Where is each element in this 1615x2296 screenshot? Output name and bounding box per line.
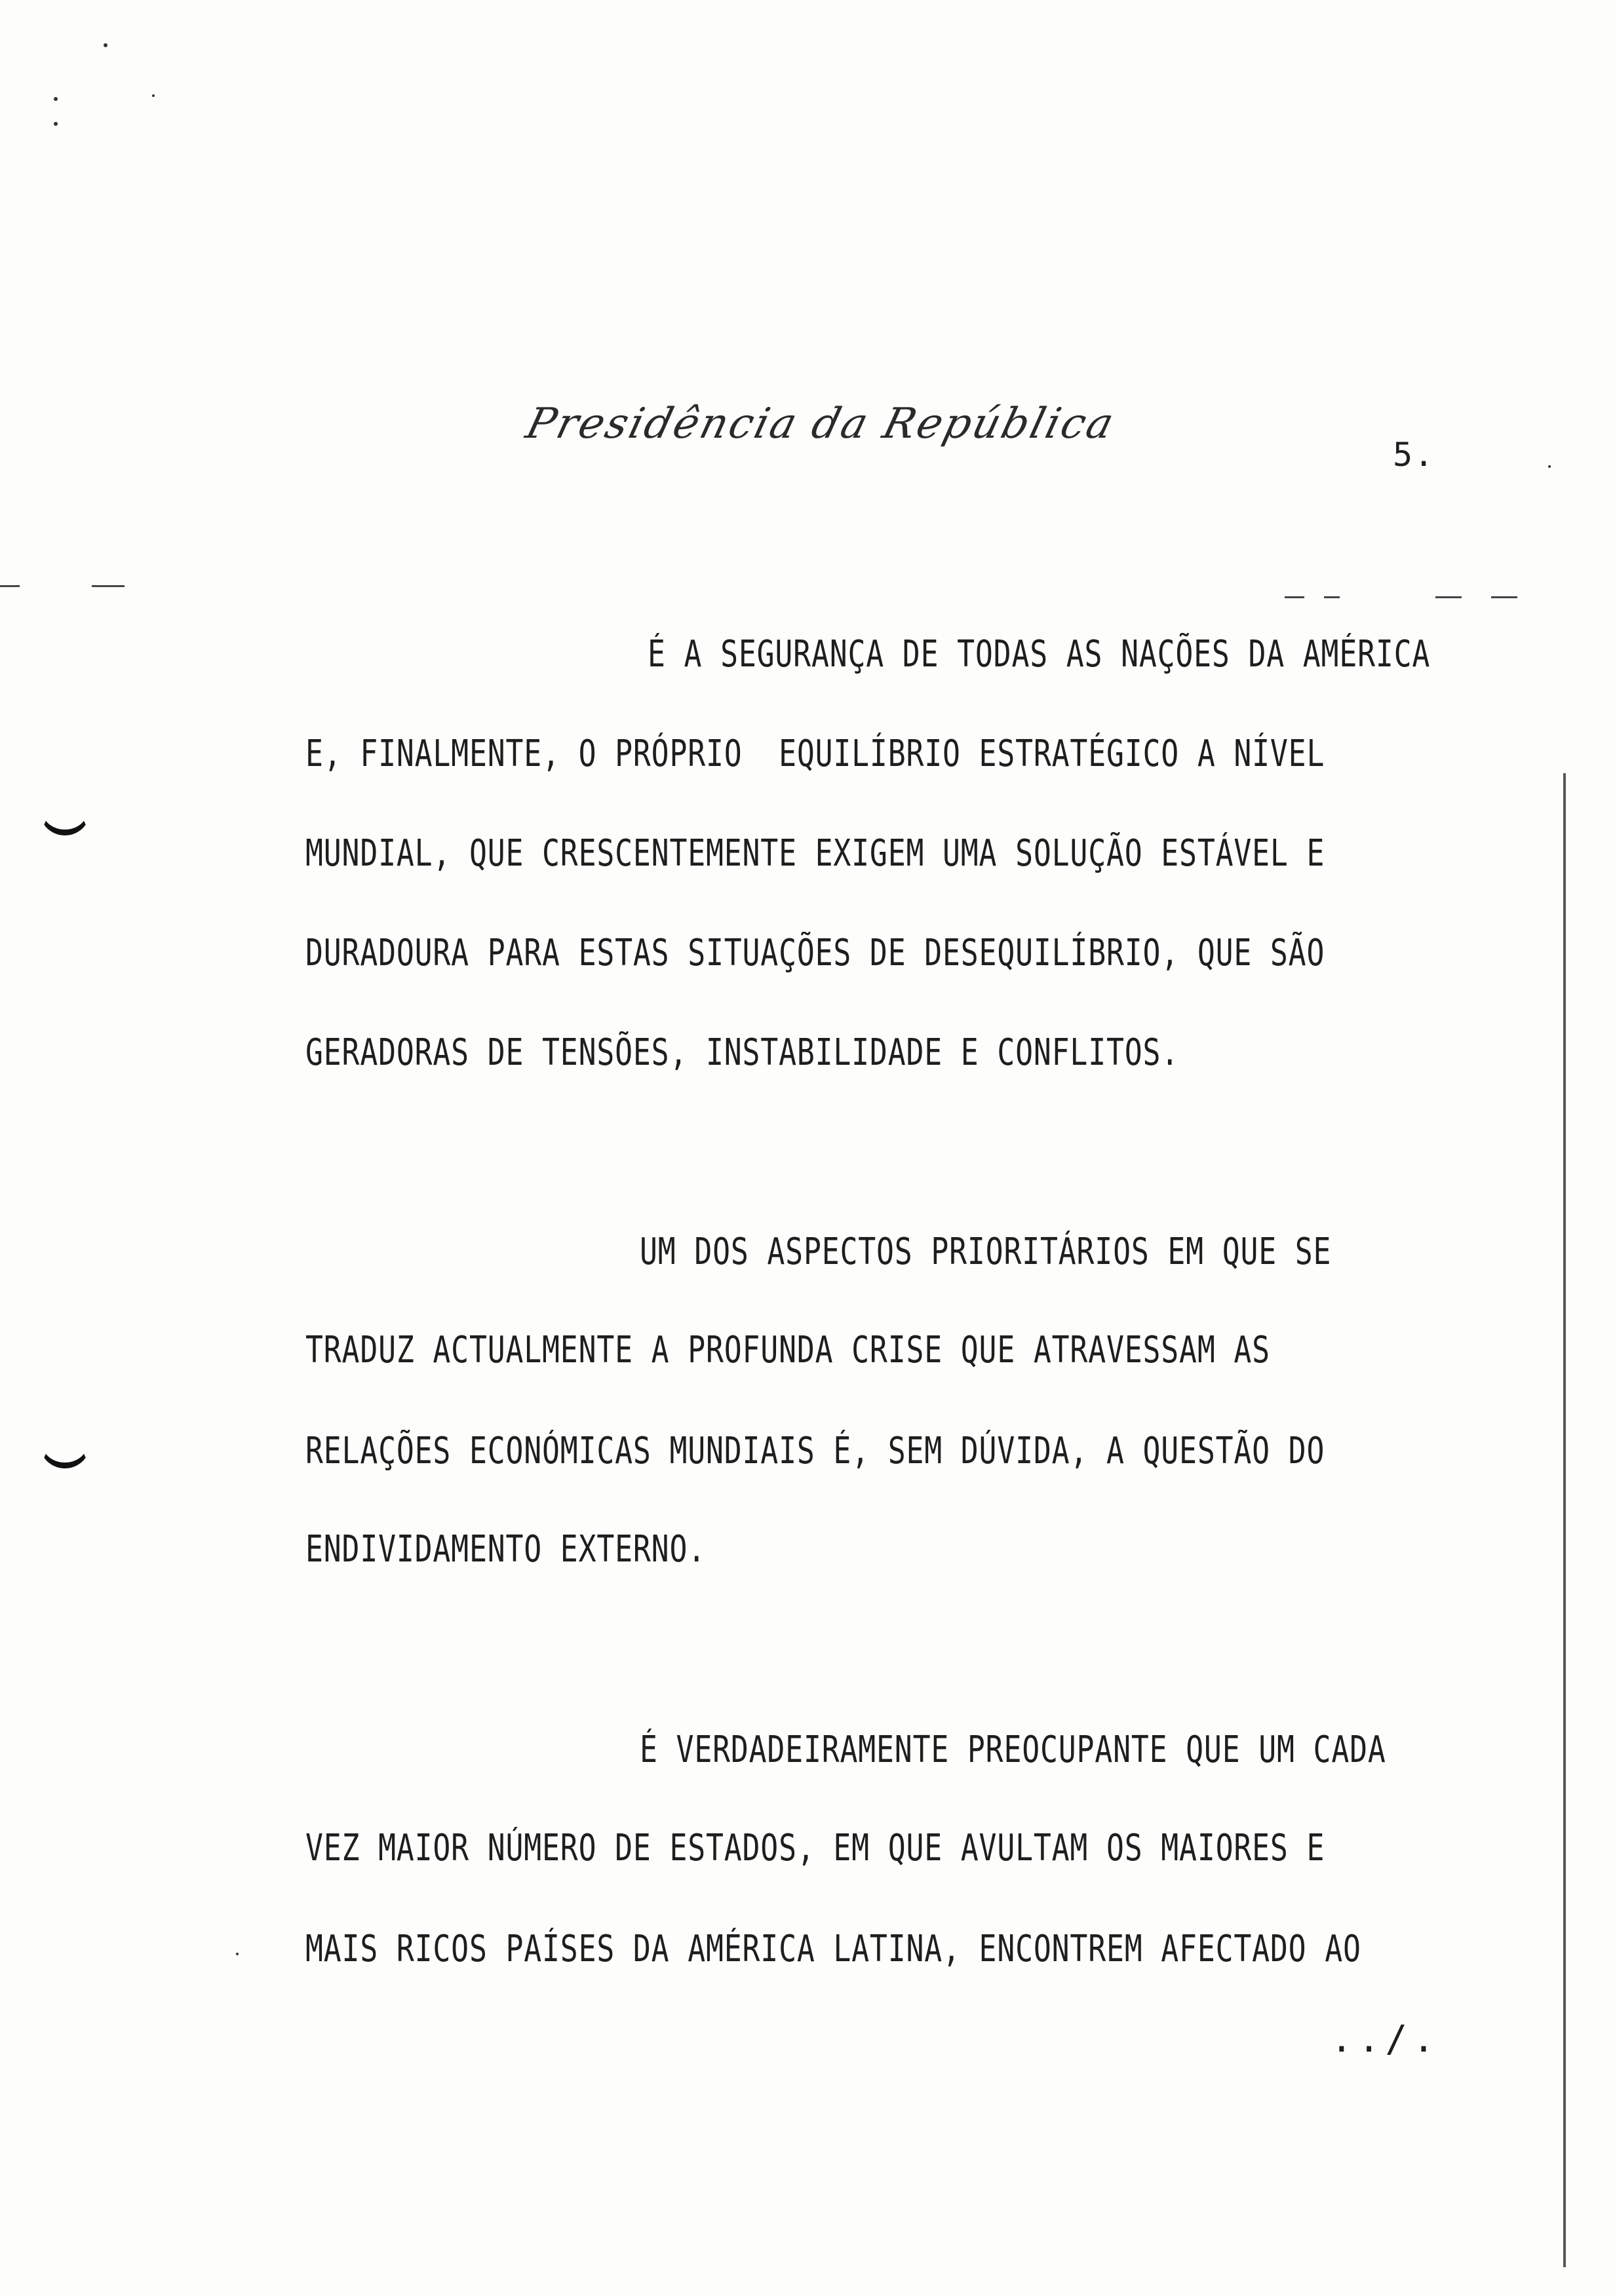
paragraph-3-line-2: VEZ MAIOR NÚMERO DE ESTADOS, EM QUE AVULTAM OS MAIORES E <box>305 1827 1325 1869</box>
punch-hole-mark-upper <box>39 806 90 835</box>
punch-hole-mark-lower <box>39 1439 90 1468</box>
scan-dash <box>0 585 20 587</box>
paragraph-1-line-2: E, FINALMENTE, O PRÓPRIO EQUILÍBRIO ESTRATÉGICO A NÍVEL <box>305 733 1325 775</box>
scan-dash <box>1435 596 1462 598</box>
paragraph-3-line-1: É VERDADEIRAMENTE PREOCUPANTE QUE UM CADA <box>640 1729 1386 1771</box>
paragraph-2-line-4: ENDIVIDAMENTO EXTERNO. <box>305 1528 706 1571</box>
paragraph-2-line-3: RELAÇÕES ECONÓMICAS MUNDIAIS É, SEM DÚVIDA, A QUESTÃO DO <box>305 1430 1325 1472</box>
scan-speck <box>236 1953 239 1955</box>
scan-dash <box>1491 596 1517 598</box>
scan-dash <box>92 585 125 587</box>
paragraph-3-line-3: MAIS RICOS PAÍSES DA AMÉRICA LATINA, ENCONTREM AFECTADO AO <box>305 1928 1361 1970</box>
scan-speck <box>104 43 107 47</box>
right-margin-scan-line <box>1563 773 1566 2267</box>
paragraph-1-line-5: GERADORAS DE TENSÕES, INSTABILIDADE E CONFLITOS. <box>305 1031 1180 1074</box>
scan-speck <box>1548 465 1551 468</box>
scan-speck <box>54 97 58 101</box>
scan-dash <box>1285 596 1304 598</box>
paragraph-1-line-4: DURADOURA PARA ESTAS SITUAÇÕES DE DESEQUILÍBRIO, QUE SÃO <box>305 932 1325 974</box>
paragraph-2-line-2: TRADUZ ACTUALMENTE A PROFUNDA CRISE QUE ATRAVESSAM AS <box>305 1329 1270 1371</box>
scan-dash <box>1324 596 1340 598</box>
continuation-mark: ../. <box>1331 2018 1440 2061</box>
paragraph-1-line-3: MUNDIAL, QUE CRESCENTEMENTE EXIGEM UMA SOLUÇÃO ESTÁVEL E <box>305 832 1325 875</box>
scan-speck <box>54 122 58 126</box>
paragraph-2-line-1: UM DOS ASPECTOS PRIORITÁRIOS EM QUE SE <box>640 1231 1332 1273</box>
letterhead: Presidência da República <box>521 400 1121 448</box>
page-number: 5. <box>1393 436 1435 474</box>
paragraph-1-line-1: É A SEGURANÇA DE TODAS AS NAÇÕES DA AMÉRICA <box>648 633 1431 676</box>
scan-speck <box>152 94 155 97</box>
